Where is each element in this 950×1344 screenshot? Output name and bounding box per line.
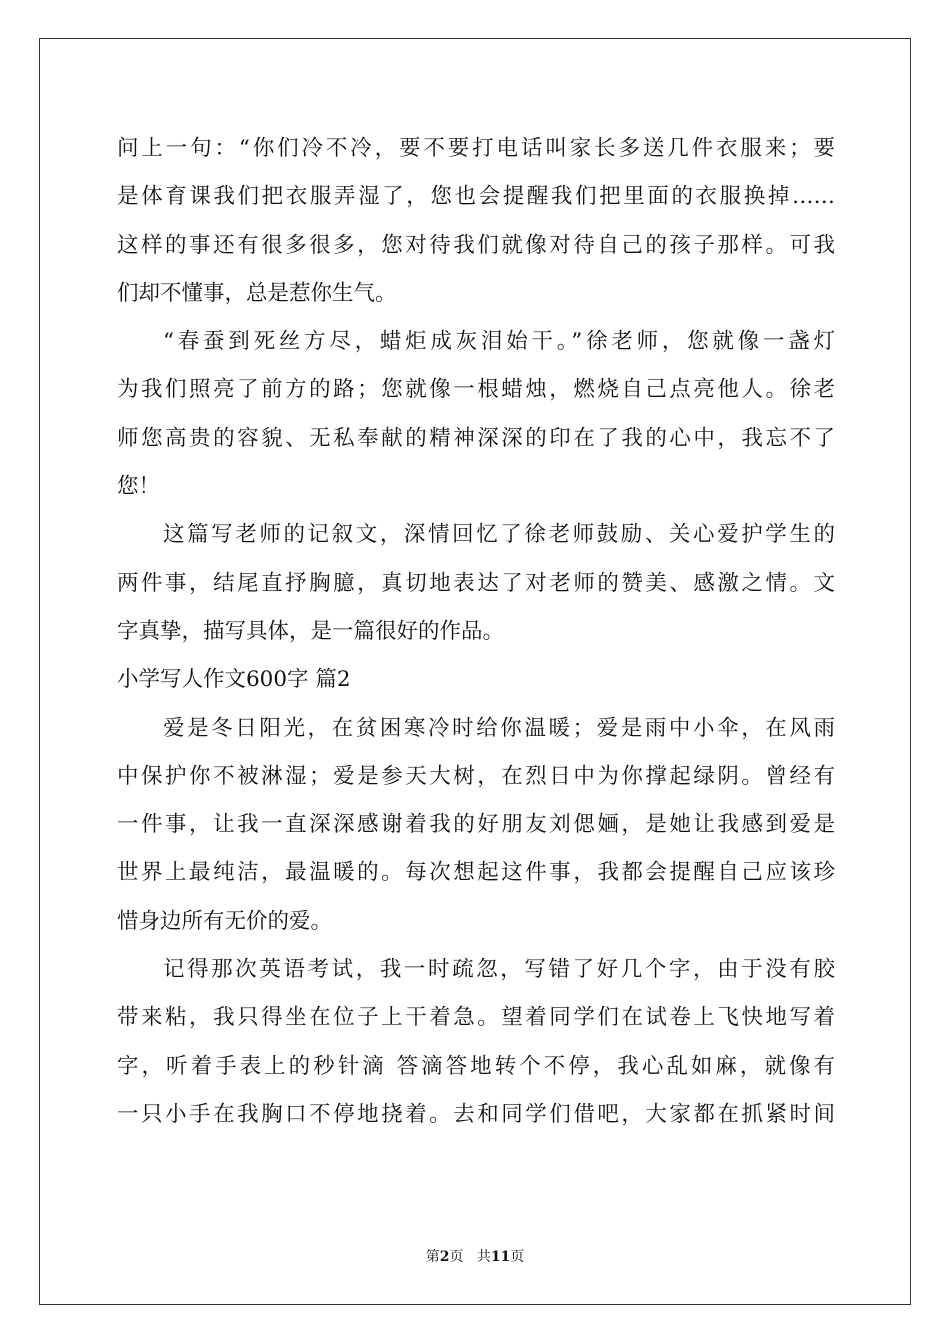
text-line: 为我们照亮了前方的路；您就像一根蜡烛，燃烧自己点亮他人。徐老 [117,377,835,403]
total-prefix: 共 [476,1249,491,1265]
page-footer [0,1247,950,1267]
page-unit: 页 [449,1249,464,1265]
total-pages: 11 [490,1249,511,1265]
section-heading: 小学写人作文600字 篇2 [117,667,351,693]
text-line: 爱是冬日阳光，在贫困寒冷时给你温暖；爱是雨中小伞，在风雨 [163,715,835,741]
text-line: 中保护你不被淋湿；爱是参天大树，在烈日中为你撑起绿阴。曾经有 [117,763,835,789]
text-line: 是体育课我们把衣服弄湿了，您也会提醒我们把里面的衣服换掉…… [117,184,835,210]
text-line: 带来粘，我只得坐在位子上干着急。望着同学们在试卷上飞快地写着 [117,1005,835,1031]
text-line: 问上一句：“你们冷不冷，要不要打电话叫家长多送几件衣服来；要 [117,136,835,161]
text-line: 们却不懂事，总是惹你生气。 [117,280,397,306]
page-prefix: 第 [425,1249,440,1265]
page-number: 2 [439,1249,450,1265]
document-body [117,125,835,1139]
text-line: 师您高贵的容貌、无私奉献的精神深深的印在了我的心中，我忘不了 [117,425,835,451]
text-line: 一件事，让我一直深深感谢着我的好朋友刘偲婳，是她让我感到爱是 [117,812,835,838]
text-line: 一只小手在我胸口不停地挠着。去和同学们借吧，大家都在抓紧时间 [117,1101,835,1127]
text-line: 您！ [117,474,161,500]
total-unit: 页 [510,1249,525,1265]
text-line: 字，听着手表上的秒针滴 答滴答地转个不停，我心乱如麻，就像有 [117,1053,835,1079]
text-line: 这样的事还有很多很多，您对待我们就像对待自己的孩子那样。可我 [117,232,835,258]
text-line: 世界上最纯洁，最温暖的。每次想起这件事，我都会提醒自己应该珍 [117,860,835,886]
text-line: 两件事，结尾直抒胸臆，真切地表达了对老师的赞美、感激之情。文 [117,570,835,596]
text-line: 字真挚，描写具体，是一篇很好的作品。 [117,618,505,644]
text-line: “春蚕到死丝方尽，蜡炬成灰泪始干。”徐老师，您就像一盏灯 [163,329,835,355]
text-line: 惜身边所有无价的爱。 [117,908,333,934]
text-line: 这篇写老师的记叙文，深情回忆了徐老师鼓励、关心爱护学生的 [163,522,835,548]
text-line: 记得那次英语考试，我一时疏忽，写错了好几个字，由于没有胶 [163,957,835,983]
